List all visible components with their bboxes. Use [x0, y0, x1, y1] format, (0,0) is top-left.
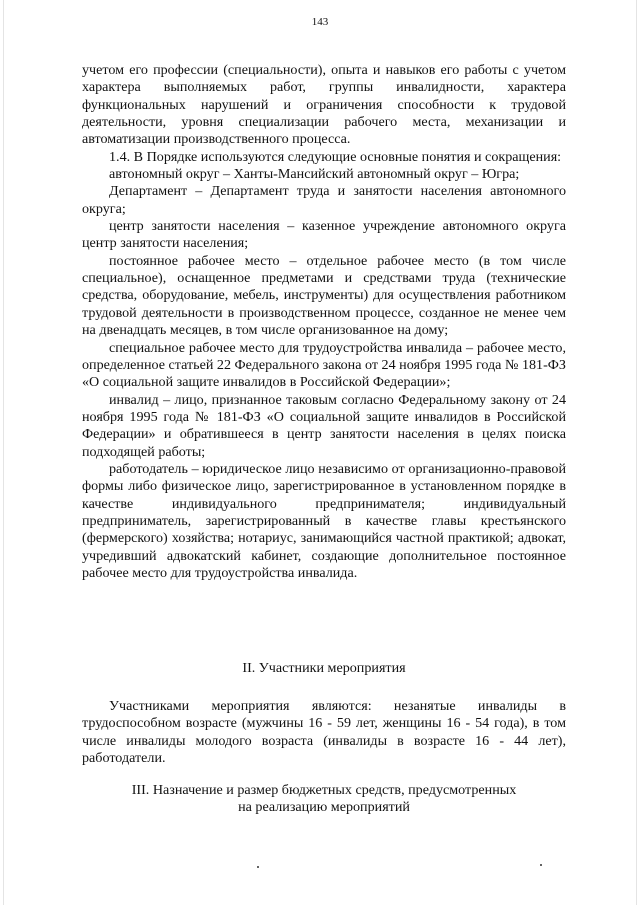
page-number: 143 [311, 16, 329, 28]
section-3-title-line-1: III. Назначение и размер бюджетных средств, предусмотренных [131, 782, 517, 798]
scan-edge-right [636, 0, 637, 905]
scan-speck [540, 864, 542, 866]
definition-special-workplace: специальное рабочее место для трудоустройства инвалида – рабочее место, определенное статьей 22 Федерального закона от 24 ноября 1995 года № 181-ФЗ «О социальной защите инвалидов в Российской Федерации»; [82, 339, 566, 391]
scan-edge-left [3, 0, 4, 905]
section-3-title-line-2: на реализацию мероприятий [238, 799, 410, 816]
definition-heading: 1.4. В Порядке используются следующие основные понятия и сокращения: [109, 148, 562, 165]
intro-paragraph: учетом его профессии (специальности), опыта и навыков его работы с учетом характера выполняемых работ, группы инвалидности, характера функциональных нарушений и ограничения способности к трудовой деятельности, уровня специализации рабочего места, механизации и автоматизации производственного процесса. [82, 62, 566, 148]
main-text [82, 62, 566, 582]
definition-department: Департамент – Департамент труда и занятости населения автономного округа; [82, 183, 566, 217]
definition-permanent-workplace: постоянное рабочее место – отдельное рабочее место (в том числе специальное), оснащенное предметами и средствами труда (технические средства, оборудование, мебель, инструменты) для осуществления работником трудовой деятельности в производственном процессе, созданное не менее чем на двенадцать месяцев, в том числе организованное на дому; [82, 252, 566, 339]
definition-disabled-person: инвалид – лицо, признанное таковым согласно Федеральному закону от 24 ноября 1995 года № 181-ФЗ «О социальной защите инвалидов в Российской Федерации» и обратившееся в центр занятости населения в целях поиска подходящей работы; [82, 391, 566, 460]
definition-okrug: автономный округ – Ханты-Мансийский автономный округ – Югра; [109, 166, 520, 183]
section-3-title [82, 782, 566, 817]
definition-employer: работодатель – юридическое лицо независимо от организационно-правовой формы либо физическое лицо, зарегистрированное в установленном порядке в качестве индивидуального предпринимателя; индивидуальный предприниматель, зарегистрированный в качестве главы крестьянского (фермерского) хозяйства; нотариус, занимающийся частной практикой; адвокат, учредивший адвокатский кабинет, создающие дополнительное постоянное рабочее место для трудоустройства инвалида. [82, 460, 566, 581]
scan-speck [257, 866, 259, 868]
section-2-title: II. Участники мероприятия [242, 660, 406, 676]
section-2-text: Участниками мероприятия являются: незанятые инвалиды в трудоспособном возрасте (мужчины 16 - 59 лет, женщины 16 - 54 года), в том числе инвалиды молодого возраста (инвалиды в возрасте 16 - 44 лет), работодатели. [82, 698, 566, 767]
definition-employment-center: центр занятости населения – казенное учреждение автономного округа центр занятости населения; [82, 218, 566, 252]
